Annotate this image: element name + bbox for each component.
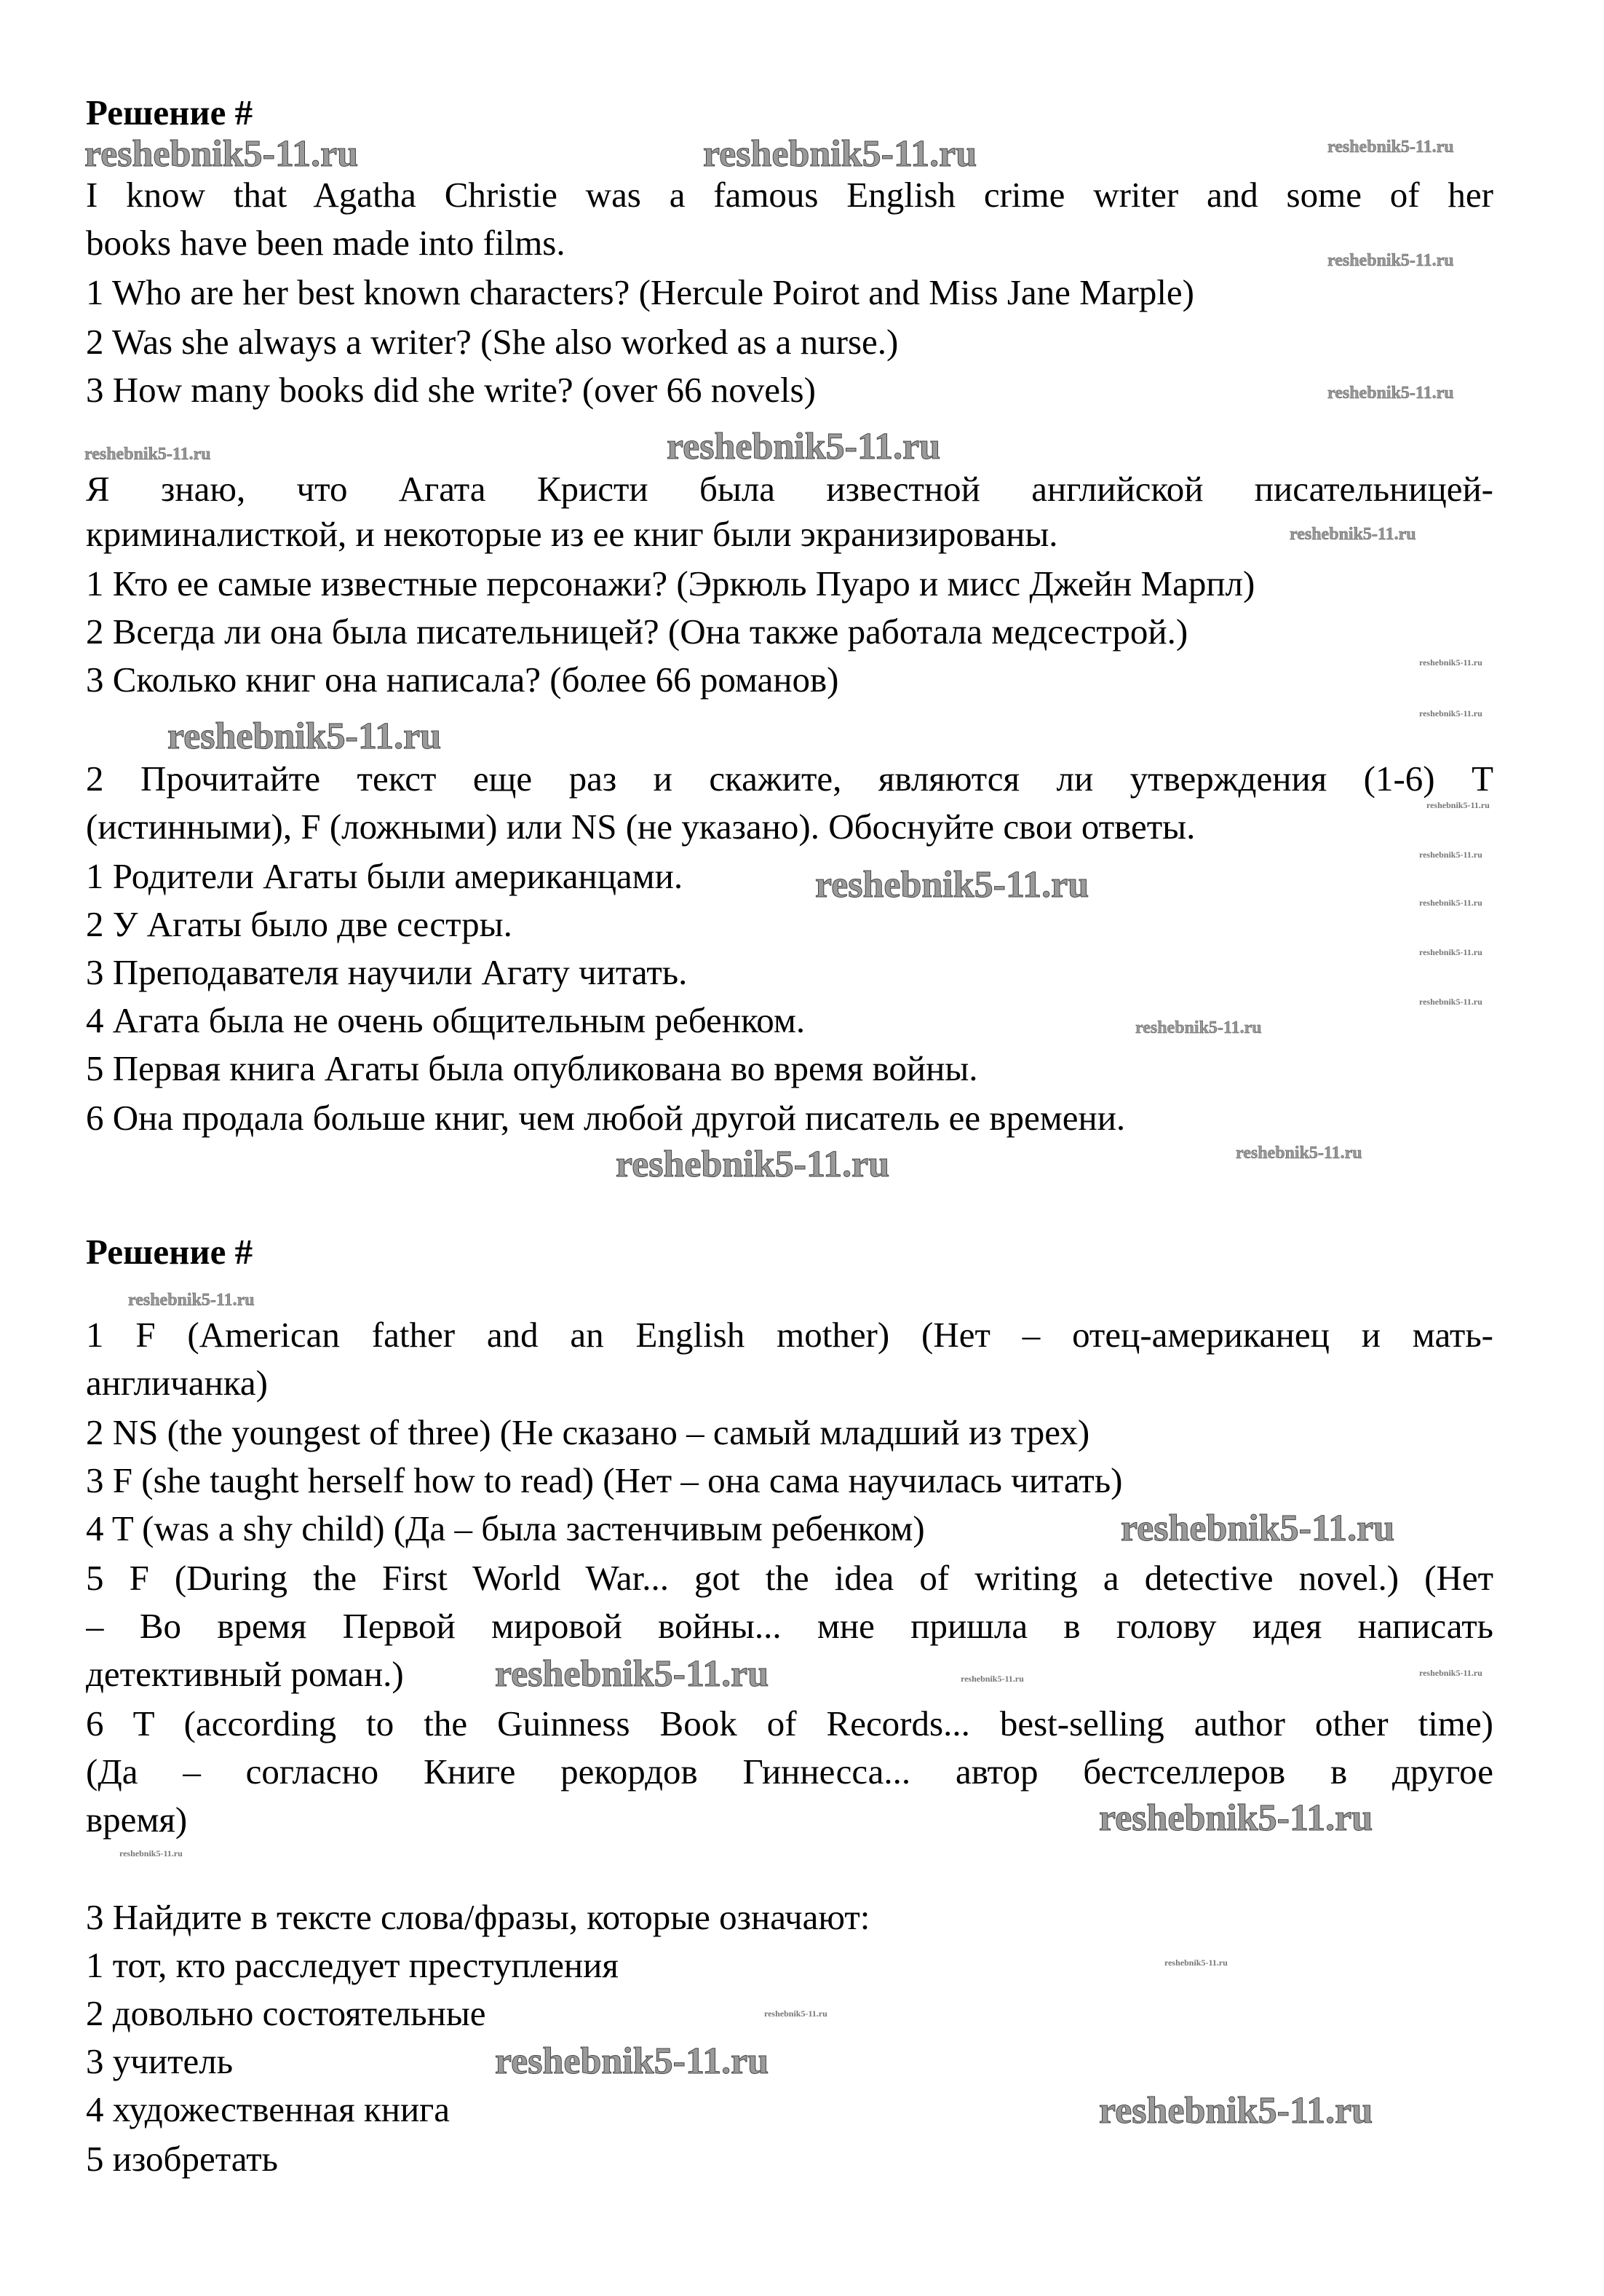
question-ru: 1 Кто ее самые известные персонажи? (Эркюль Пуаро и мисс Джейн Марпл) (86, 563, 1255, 603)
answer-line: время) (86, 1800, 188, 1840)
answer-line: англичанка) (86, 1363, 269, 1403)
task3-item: 3 учитель (86, 2041, 234, 2081)
statement: 6 Она продала больше книг, чем любой другой писатель ее времени. (86, 1098, 1126, 1138)
statement: 1 Родители Агаты были американцами. (86, 856, 683, 896)
watermark: reshebnik5-11.ru (84, 133, 359, 175)
question-en: 2 Was she always a writer? (She also worked as a nurse.) (86, 322, 899, 362)
watermark: reshebnik5-11.ru (495, 2040, 769, 2082)
task3-heading: 3 Найдите в тексте слова/фразы, которые означают: (86, 1897, 870, 1937)
watermark: reshebnik5-11.ru (128, 1291, 255, 1310)
question-ru: 2 Всегда ли она была писательницей? (Она также работала медсестрой.) (86, 611, 1188, 652)
watermark: reshebnik5-11.ru (1419, 898, 1482, 908)
statement: 4 Агата была не очень общительным ребенком. (86, 1000, 806, 1040)
answer-line: 3 F (she taught herself how to read) (Нет – она сама научилась читать) (86, 1460, 1123, 1500)
watermark: reshebnik5-11.ru (495, 1653, 769, 1695)
intro-en-line: I know that Agatha Christie was a famous English crime writer and some of her (86, 175, 1493, 215)
answer-line: 4 T (was a shy child) (Да – была застенчивым ребенком) (86, 1508, 925, 1548)
watermark: reshebnik5-11.ru (1290, 525, 1416, 544)
task3-item: 2 довольно состоятельные (86, 1993, 486, 2033)
answer-line: 1 F (American father and an English mother) (Нет – отец-американец и мать- (86, 1315, 1493, 1355)
question-ru: 3 Сколько книг она написала? (более 66 романов) (86, 660, 839, 700)
watermark: reshebnik5-11.ru (1327, 384, 1454, 403)
section-heading: Решение # (86, 1232, 253, 1272)
watermark: reshebnik5-11.ru (1426, 800, 1490, 810)
intro-ru-line: криминалисткой, и некоторые из ее книг были экранизированы. (86, 514, 1058, 554)
question-en: 1 Who are her best known characters? (Hercule Poirot and Miss Jane Marple) (86, 272, 1194, 312)
statement: 5 Первая книга Агаты была опубликована во время войны. (86, 1048, 978, 1088)
answer-line: 2 NS (the youngest of three) (Не сказано – самый младший из трех) (86, 1412, 1090, 1452)
watermark: reshebnik5-11.ru (119, 1848, 183, 1858)
watermark: reshebnik5-11.ru (1236, 1144, 1362, 1163)
watermark: reshebnik5-11.ru (1419, 708, 1482, 719)
watermark: reshebnik5-11.ru (84, 445, 211, 464)
task3-item: 1 тот, кто расследует преступления (86, 1945, 619, 1985)
task3-item: 4 художественная книга (86, 2089, 450, 2129)
answer-line: 5 F (During the First World War... got the idea of writing a detective novel.) (Нет (86, 1558, 1493, 1598)
watermark: reshebnik5-11.ru (764, 2008, 827, 2019)
watermark: reshebnik5-11.ru (1419, 947, 1482, 957)
section-heading: Решение # (86, 92, 253, 132)
watermark: reshebnik5-11.ru (1164, 1957, 1228, 1968)
answer-line: (Да – согласно Книге рекордов Гиннесса... автор бестселлеров в другое (86, 1751, 1493, 1792)
watermark: reshebnik5-11.ru (1099, 1797, 1373, 1839)
watermark: reshebnik5-11.ru (703, 133, 977, 175)
watermark: reshebnik5-11.ru (1121, 1508, 1395, 1549)
watermark: reshebnik5-11.ru (1135, 1018, 1262, 1037)
task2-line: (истинными), F (ложными) или NS (не указано). Обоснуйте свои ответы. (86, 807, 1196, 847)
answer-line: – Во время Первой мировой войны... мне пришла в голову идея написать (86, 1606, 1493, 1646)
watermark: reshebnik5-11.ru (1419, 850, 1482, 860)
watermark: reshebnik5-11.ru (1099, 2090, 1373, 2131)
watermark: reshebnik5-11.ru (1419, 657, 1482, 668)
watermark: reshebnik5-11.ru (1327, 251, 1454, 270)
intro-en-line: books have been made into films. (86, 223, 565, 263)
watermark: reshebnik5-11.ru (815, 864, 1089, 906)
statement: 2 У Агаты было две сестры. (86, 904, 512, 944)
answer-line: детективный роман.) (86, 1654, 404, 1694)
answer-line: 6 T (according to the Guinness Book of Records... best-selling author other time) (86, 1703, 1493, 1743)
watermark: reshebnik5-11.ru (1419, 997, 1482, 1007)
watermark: reshebnik5-11.ru (1419, 1668, 1482, 1678)
question-en: 3 How many books did she write? (over 66 novels) (86, 370, 816, 410)
task3-item: 5 изобретать (86, 2139, 278, 2179)
watermark: reshebnik5-11.ru (961, 1674, 1024, 1684)
watermark: reshebnik5-11.ru (1327, 138, 1454, 157)
task2-line: 2 Прочитайте текст еще раз и скажите, являются ли утверждения (1-6) T (86, 759, 1493, 799)
intro-ru-line: Я знаю, что Агата Кристи была известной английской писательницей- (86, 469, 1493, 509)
watermark: reshebnik5-11.ru (167, 716, 442, 757)
statement: 3 Преподавателя научили Агату читать. (86, 952, 688, 992)
watermark: reshebnik5-11.ru (616, 1144, 890, 1185)
watermark: reshebnik5-11.ru (667, 426, 941, 467)
